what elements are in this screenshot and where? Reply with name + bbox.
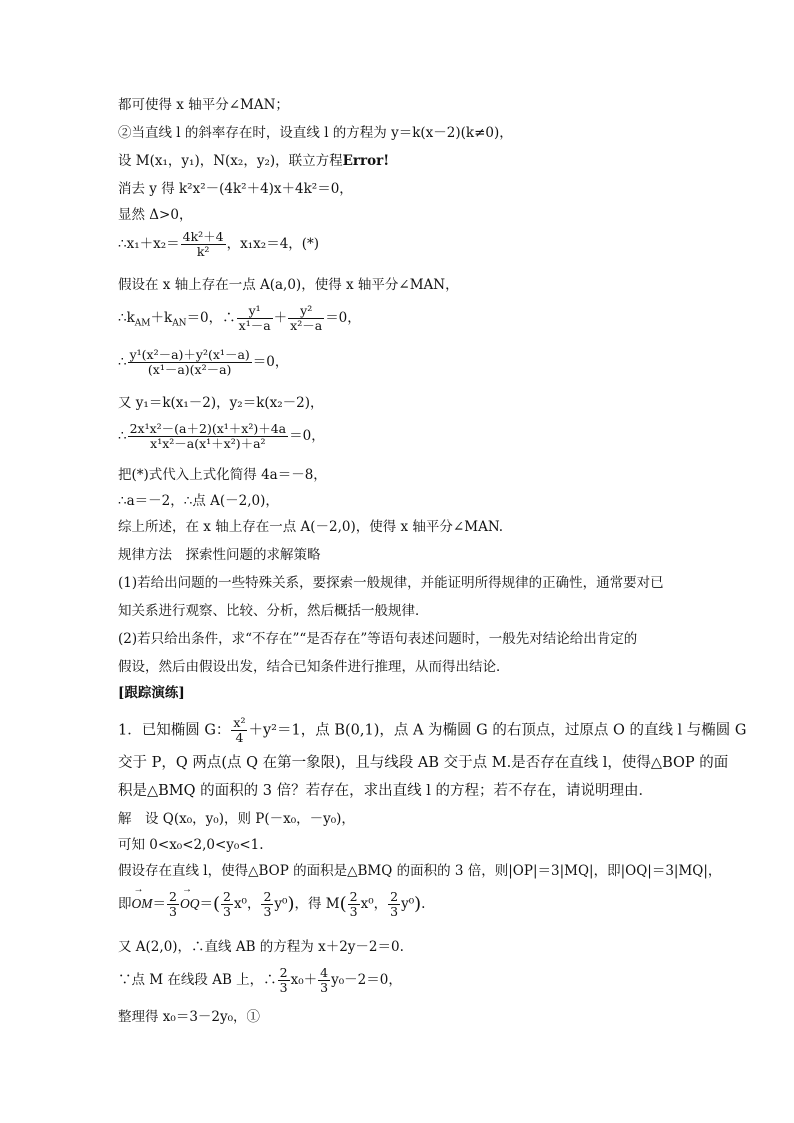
text-line: 可知 0<x₀<2,0<y₀<1. bbox=[118, 837, 264, 853]
fraction-numerator: 4 bbox=[320, 965, 329, 980]
fraction-numerator: 2x¹x²－(a＋2)(x¹＋x²)＋4a bbox=[129, 421, 287, 436]
fraction-denominator: 3 bbox=[390, 904, 399, 919]
text-line: 积是△BMQ 的面积的 3 倍？若存在，求出直线 l 的方程；若不存在，请说明理由． bbox=[118, 783, 653, 799]
fraction-denominator: x¹－a bbox=[238, 318, 271, 333]
fraction bbox=[348, 890, 360, 919]
text-line: 假设，然后由假设出发，结合已知条件进行推理，从而得出结论． bbox=[118, 659, 510, 675]
fraction-denominator: 3 bbox=[320, 980, 329, 995]
fraction-numerator: 2 bbox=[349, 889, 358, 904]
text-segment: ∵点 M 在线段 AB 上，∴ bbox=[118, 972, 277, 988]
fraction-numerator: 2 bbox=[279, 965, 288, 980]
text-segment: ∴ bbox=[118, 428, 127, 444]
fraction bbox=[237, 304, 273, 333]
fraction-numerator: y¹(x²－a)＋y²(x¹－a) bbox=[129, 347, 250, 362]
paren-right: ) bbox=[414, 893, 422, 915]
text-line: 显然 Δ>0， bbox=[118, 207, 193, 223]
fraction bbox=[167, 890, 179, 919]
fraction bbox=[128, 422, 289, 451]
subscript: AM bbox=[134, 318, 151, 329]
formula-line bbox=[118, 304, 361, 333]
paren-right: ) bbox=[287, 893, 295, 915]
text-segment: y⁰ bbox=[401, 896, 415, 912]
text-line bbox=[118, 152, 389, 170]
fraction-numerator: 2 bbox=[222, 889, 231, 904]
fraction-denominator: 3 bbox=[263, 904, 272, 919]
fraction-numerator: y² bbox=[288, 304, 324, 319]
fraction-denominator: (x¹－a)(x²－a) bbox=[147, 362, 232, 377]
text-line: 又 A(2,0)，∴直线 AB 的方程为 x＋2y－2＝0. bbox=[118, 939, 404, 955]
text-segment: ＋ bbox=[273, 310, 288, 326]
text-segment: 1．已知椭圆 G： bbox=[118, 722, 231, 739]
text-line: (2)若只给出条件，求“不存在”“是否存在”等语句表述问题时，一般先对结论给出肯定的 bbox=[118, 631, 638, 647]
text-segment: x⁰， bbox=[360, 896, 388, 912]
text-line: 整理得 x₀＝3－2y₀，① bbox=[118, 1009, 261, 1025]
paren-left: ( bbox=[212, 893, 220, 915]
text-line: 假设存在直线 l，使得△BOP 的面积是△BMQ 的面积的 3 倍，则|OP|＝3|MQ|，即|OQ|＝3|MQ|， bbox=[118, 863, 722, 879]
text-line: 假设在 x 轴上存在一点 A(a,0)，使得 x 轴平分∠MAN， bbox=[118, 277, 459, 293]
text-line: ②当直线 l 的斜率存在时，设直线 l 的方程为 y＝k(x－2)(k≠0)， bbox=[118, 125, 513, 141]
fraction bbox=[388, 890, 400, 919]
text-segment: ，得 M bbox=[294, 896, 340, 912]
text-segment: ＋y²＝1，点 B(0,1)，点 A 为椭圆 G 的右顶点，过原点 O 的直线 l 与椭圆 G bbox=[248, 722, 747, 739]
text-line: 都可使得 x 轴平分∠MAN； bbox=[118, 97, 289, 113]
text-segment: y⁰ bbox=[274, 896, 288, 912]
fraction-denominator: 3 bbox=[349, 904, 358, 919]
fraction-denominator: 3 bbox=[222, 904, 231, 919]
text-line: 综上所述，在 x 轴上存在一点 A(－2,0)，使得 x 轴平分∠MAN. bbox=[118, 519, 504, 535]
fraction-denominator: x²－a bbox=[290, 318, 323, 333]
fraction-numerator: 2 bbox=[390, 889, 399, 904]
formula-line bbox=[118, 230, 319, 259]
text-line: ∴a＝－2，∴点 A(－2,0)， bbox=[118, 493, 279, 509]
text-segment: ＝0， bbox=[252, 354, 289, 370]
text-segment: x₀＋ bbox=[290, 972, 318, 988]
fraction-numerator: 2 bbox=[263, 889, 272, 904]
text-segment: 设 M(x₁，y₁)，N(x₂，y₂)，联立方程 bbox=[118, 153, 343, 169]
fraction bbox=[261, 890, 273, 919]
fraction-numerator: 2 bbox=[169, 889, 177, 904]
text-line: (1)若给出问题的一些特殊关系，要探索一般规律，并能证明所得规律的正确性，通常要对已 bbox=[118, 575, 664, 591]
text-segment: ＝0， bbox=[325, 310, 361, 326]
text-segment: ∴ bbox=[118, 354, 127, 370]
text-segment: ＝0， bbox=[289, 428, 325, 444]
fraction-denominator: x¹x²－a(x¹＋x²)＋a² bbox=[150, 436, 266, 451]
subscript: AN bbox=[172, 318, 187, 329]
text-segment: ＝0，∴ bbox=[186, 310, 236, 326]
section-heading: 规律方法 探索性问题的求解策略 bbox=[118, 547, 321, 563]
paren-left: ( bbox=[339, 893, 347, 915]
fraction-denominator: 3 bbox=[279, 980, 288, 995]
text-line: 知关系进行观察、比较、分析，然后概括一般规律． bbox=[118, 603, 429, 619]
formula-line bbox=[118, 422, 325, 451]
text-segment: ∴k bbox=[118, 310, 135, 326]
vector-om: → OM bbox=[132, 895, 153, 913]
text-segment: y₀－2＝0， bbox=[331, 972, 402, 988]
text-segment: ∴x₁＋x₂＝ bbox=[118, 236, 180, 252]
text-line: 交于 P，Q 两点(点 Q 在第一象限)，且与线段 AB 交于点 M.是否存在直线 l，使得△BOP 的面 bbox=[118, 755, 729, 771]
formula-line bbox=[118, 890, 425, 919]
text-segment: ＋k bbox=[150, 310, 173, 326]
fraction bbox=[231, 716, 247, 745]
section-heading: [跟踪演练] bbox=[118, 685, 185, 701]
fraction bbox=[128, 348, 252, 377]
text-segment: ＝ bbox=[199, 896, 213, 912]
fraction bbox=[278, 966, 290, 995]
fraction-numerator: x² bbox=[233, 715, 246, 730]
formula-line bbox=[118, 348, 288, 377]
text-segment: x⁰， bbox=[233, 896, 261, 912]
text-segment: 即 bbox=[118, 896, 132, 912]
text-segment: . bbox=[421, 896, 426, 912]
error-text: Error! bbox=[342, 153, 390, 169]
formula-line bbox=[118, 966, 402, 995]
formula-line bbox=[118, 716, 747, 745]
fraction-numerator: y¹ bbox=[237, 304, 273, 319]
fraction-denominator: 4 bbox=[235, 730, 244, 745]
text-line: 消去 y 得 k²x²－(4k²＋4)x＋4k²＝0， bbox=[118, 181, 353, 197]
vector-oq: → OQ bbox=[180, 895, 200, 913]
text-line: 又 y₁＝k(x₁－2)，y₂＝k(x₂－2)， bbox=[118, 395, 324, 411]
fraction-denominator: 3 bbox=[169, 904, 177, 919]
fraction bbox=[318, 966, 330, 995]
text-segment: ＝ bbox=[152, 896, 166, 912]
fraction bbox=[221, 890, 233, 919]
fraction bbox=[288, 304, 324, 333]
text-line: 把(*)式代入上式化简得 4a＝－8， bbox=[118, 467, 327, 483]
fraction-denominator: k² bbox=[196, 244, 210, 259]
text-line: 解 设 Q(x₀，y₀)，则 P(－x₀，－y₀)， bbox=[118, 811, 355, 827]
fraction-numerator: 4k²＋4 bbox=[182, 229, 224, 244]
fraction bbox=[181, 230, 226, 259]
text-segment: ，x₁x₂＝4，(*) bbox=[226, 236, 320, 252]
